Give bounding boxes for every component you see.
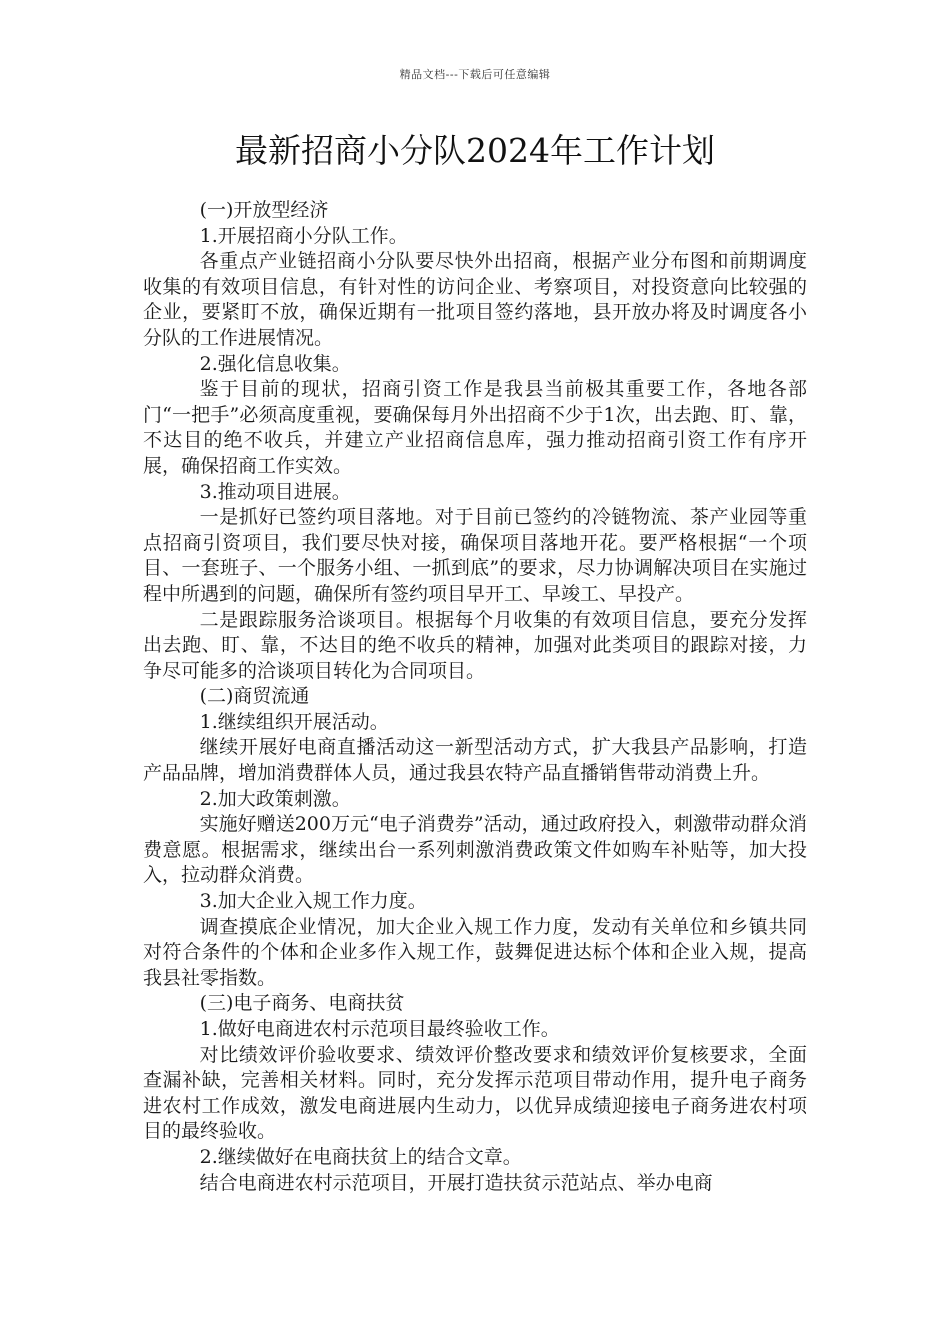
body-paragraph: 调查摸底企业情况，加大企业入规工作力度，发动有关单位和乡镇共同对符合条件的个体和企业多作入规工作，鼓舞促进达标个体和企业入规，提高我县社零指数。	[143, 915, 807, 989]
item-heading: 3.推动项目进展。	[199, 480, 351, 503]
document-body	[143, 198, 807, 1196]
item-heading: 2.继续做好在电商扶贫上的结合文章。	[199, 1145, 522, 1168]
body-paragraph: 鉴于目前的现状，招商引资工作是我县当前极其重要工作，各地各部门“一把手”必须高度重视，要确保每月外出招商不少于1次，出去跑、盯、靠，不达目的绝不收兵，并建立产业招商信息库，强力推动招商引资工作有序开展，确保招商工作实效。	[143, 378, 807, 477]
body-paragraph: 各重点产业链招商小分队要尽快外出招商，根据产业分布图和前期调度收集的有效项目信息，有针对性的访问企业、考察项目，对投资意向比较强的企业，要紧盯不放，确保近期有一批项目签约落地，县开放办将及时调度各小分队的工作进展情况。	[143, 250, 807, 349]
section-heading-ecommerce: (三)电子商务、电商扶贫	[199, 992, 405, 1015]
body-paragraph: 二是跟踪服务洽谈项目。根据每个月收集的有效项目信息，要充分发挥出去跑、盯、靠，不达目的绝不收兵的精神，加强对此类项目的跟踪对接，力争尽可能多的洽谈项目转化为合同项目。	[143, 608, 807, 682]
item-heading: 2.强化信息收集。	[199, 352, 351, 375]
section-heading-commerce: (二)商贸流通	[199, 685, 310, 708]
item-heading: 1.做好电商进农村示范项目最终验收工作。	[199, 1018, 560, 1040]
item-heading: 3.加大企业入规工作力度。	[199, 890, 427, 913]
document-title: 最新招商小分队2024年工作计划	[235, 131, 715, 170]
header-note: 精品文档---下载后可任意编辑	[399, 68, 551, 81]
body-paragraph: 结合电商进农村示范项目，开展打造扶贫示范站点、举办电商	[199, 1171, 713, 1194]
item-heading: 1.继续组织开展活动。	[199, 710, 389, 733]
body-paragraph: 继续开展好电商直播活动这一新型活动方式，扩大我县产品影响，打造产品品牌，增加消费群体人员，通过我县农特产品直播销售带动消费上升。	[143, 736, 807, 785]
body-paragraph: 一是抓好已签约项目落地。对于目前已签约的冷链物流、茶产业园等重点招商引资项目，我们要尽快对接，确保项目落地开花。要严格根据“一个项目、一套班子、一个服务小组、一抓到底”的要求，尽力协调解决项目在实施过程中所遇到的问题，确保所有签约项目早开工、早竣工、早投产。	[143, 506, 807, 605]
body-paragraph: 实施好赠送200万元“电子消费券”活动，通过政府投入，刺激带动群众消费意愿。根据需求，继续出台一系列刺激消费政策文件如购车补贴等，加大投入，拉动群众消费。	[143, 813, 807, 887]
item-heading: 1.开展招商小分队工作。	[199, 224, 408, 247]
item-heading: 2.加大政策刺激。	[199, 787, 351, 810]
body-paragraph: 对比绩效评价验收要求、绩效评价整改要求和绩效评价复核要求，全面查漏补缺，完善相关材料。同时，充分发挥示范项目带动作用，提升电子商务进农村工作成效，激发电商进展内生动力，以优异成绩迎接电子商务进农村项目的最终验收。	[143, 1043, 807, 1143]
section-heading-open-economy: (一)开放型经济	[199, 199, 329, 221]
